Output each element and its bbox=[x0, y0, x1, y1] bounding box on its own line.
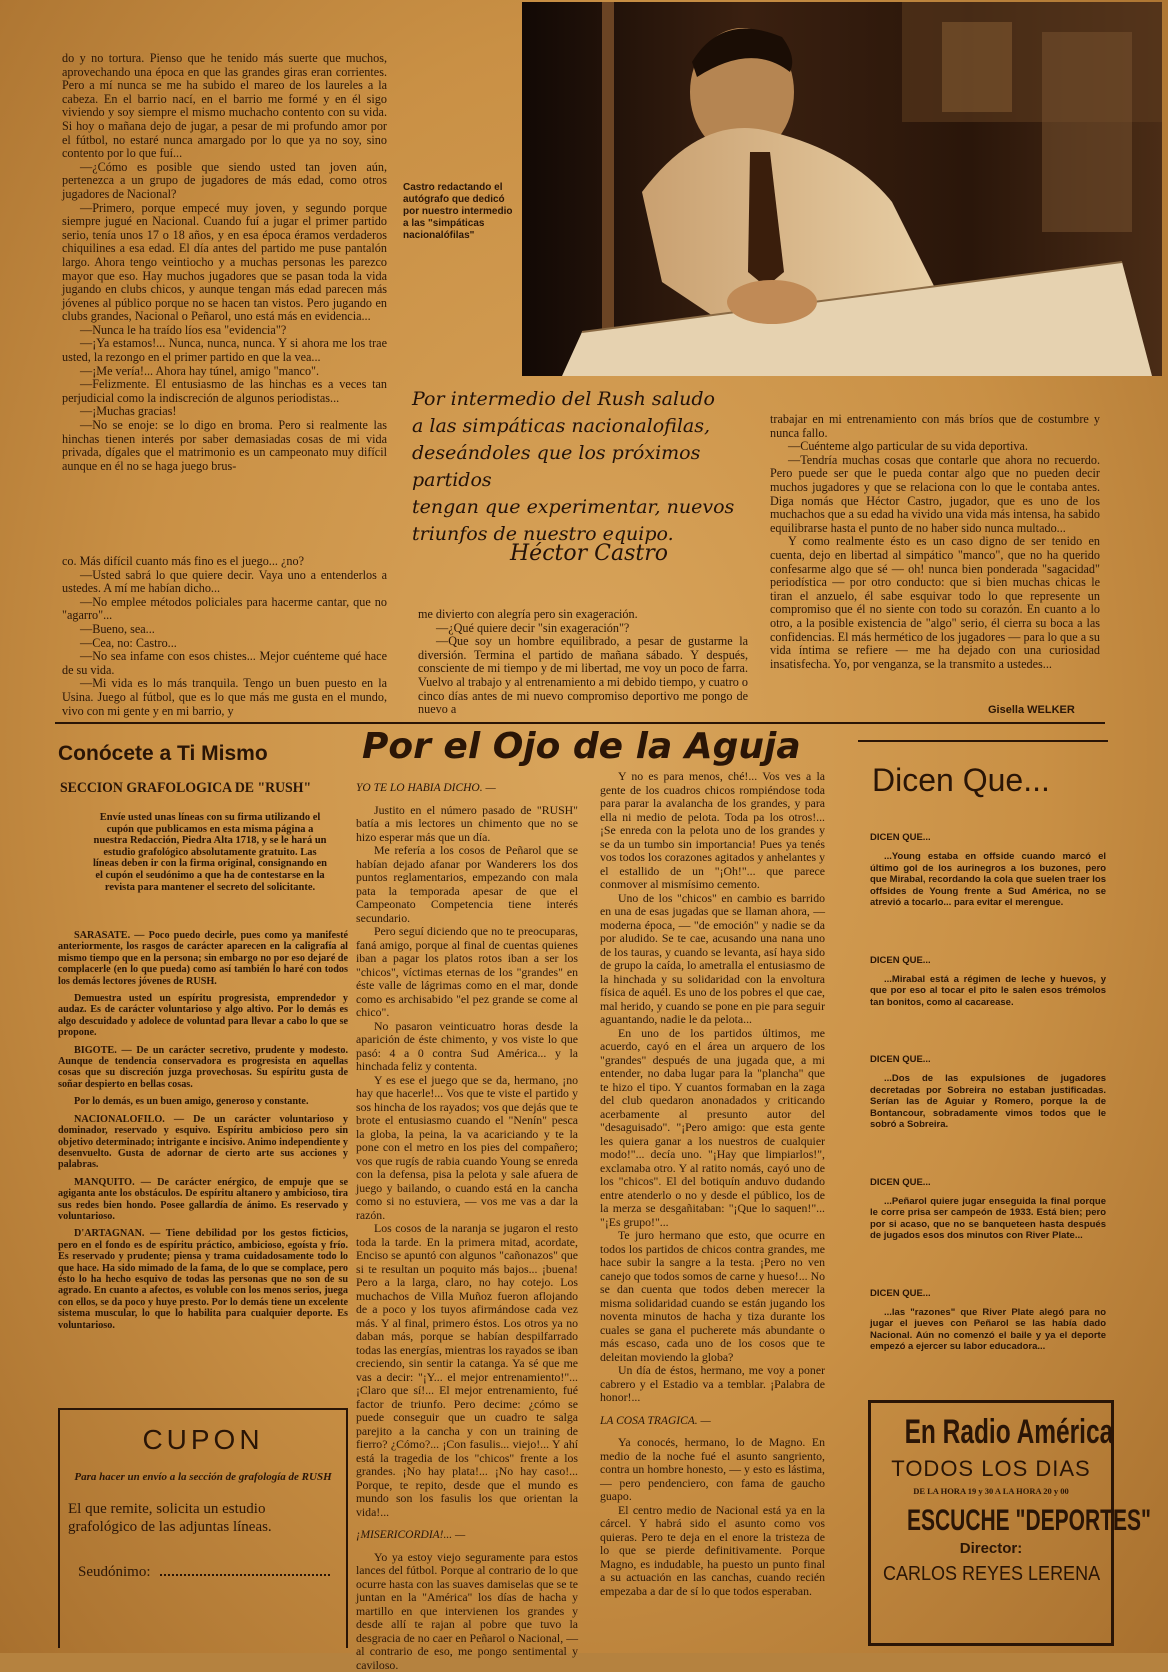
paragraph: —¡Ya estamos!... Nunca, nunca, nunca. Y si ahora me los trae usted, la rezongo en el primer partido en que la vea... bbox=[62, 337, 387, 364]
paragraph: —No se enoje: se lo digo en broma. Pero si realmente las hinchas tienen interés por saber demasiadas cosas de mi vida privada, dígales que el matrimonio es un campeonato muy difícil aunque en él no se haga juego brus- bbox=[62, 419, 387, 473]
paragraph: Te juro hermano que esto, que ocurre en todos los partidos de chicos contra grandes, me hace subir la sangre a la testa. ¡Pero no ven canejo que todos somos de carne y hueso!... No se dan cuenta que todos deben merecer la misma solidaridad cuando se están jugando los noventa minutos de hacha y tiza durante los cuales se gana el pucherete más abundante o más escaso, cada uno de los cosos que te deleitan moviendo la globa? bbox=[600, 1229, 825, 1364]
paragraph: —Cea, no: Castro... bbox=[62, 637, 387, 651]
paragraph: —Felizmente. El entusiasmo de las hinchas es a veces tan perjudicial como la indiscreción de algunos periodistas... bbox=[62, 378, 387, 405]
paragraph: El centro medio de Nacional está ya en la cárcel. Y habrá sido el asunto como vos quieras. Pero te deja en el enore la tristeza de lo que se pierde definitivamente. Porque Magno, es indudable, ha puesto un punto final a su actuación en las canchas, cuando recién empezaba a dar de sí lo que todos esperaban. bbox=[600, 1504, 825, 1599]
paragraph: —¡Me vería!... Ahora hay túnel, amigo "manco". bbox=[62, 365, 387, 379]
interview-column-left bbox=[62, 52, 387, 473]
photo-caption: Castro redactando el autógrafo que dedicó por nuestro intermedio a las "simpáticas nacionalófilas" bbox=[403, 182, 515, 242]
paragraph: —¿Qué quiere decir "sin exageración"? bbox=[418, 622, 748, 636]
grafologia-title: Conócete a Ti Mismo bbox=[58, 742, 268, 766]
paragraph: —¡Muchas gracias! bbox=[62, 405, 387, 419]
grafologia-entry: Demuestra usted un espíritu progresista, emprendedor y audaz. Es de carácter voluntarioso y algo altivo. Por lo demás es algo descuidado y adolece de voluntad para llevar a cabo lo que se propone. bbox=[58, 993, 348, 1039]
paragraph: —Primero, porque empecé muy joven, y segundo porque siempre jugué en Nacional. Cuando fuí a jugar el primer partido serio, tenía unos 17 o 18 años, y en esa época éramos verdaderos chiquilines a esa edad. El día antes del partido me puse pantalón largo. Ahora tengo veintiocho y a muchas personas les parezco mayor que eso. Hay muchos jugadores que se pasan toda la vida jugando en clubs chicos, y aunque tengan más edad parecen más jóvenes al público porque no se hacen tan vistos. Pero jugando en clubs grandes, Nacional o Peñarol, uno está más en evidencia... bbox=[62, 202, 387, 324]
aguja-column-2 bbox=[600, 770, 825, 1598]
paragraph: —Mi vida es lo más tranquila. Tengo un buen puesto en la Usina. Juego al fútbol, que es lo que más me gusta en el mundo, vivo con mi gente y en mi barrio, y bbox=[62, 677, 387, 718]
radio-ad-box bbox=[868, 1400, 1114, 1646]
radio-ad-line1: En Radio América bbox=[905, 1413, 1078, 1452]
paragraph: Los cosos de la naranja se jugaron el resto toda la tarde. En la primera mitad, acordate, Enciso se apuntó con algunos "cañonazos" que si te resultan un poquito más bajos... ¡buena! Pero a la larga, claro, no hay cotejo. Los muchachos de Villa Muñoz fueron aflojando de a poco y los tuyos afirmándose cada vez más. Y al final, primero éstos. Los otros ya no daban más, porque se habían despilfarrado todas las energías, mientras los rayados se iban creciendo, sin sentir la catanga. Ya sé que me vas a decir: "¡Y... el mejor entrenamiento!"... ¡Claro que sí!... El mejor entrenamiento, fué factor de triunfo. Pero decime: ¿cómo se puede conseguir que un cuadro te salga parejito a la cancha y con un training de fierro? ¿Cómo?... ¡Con fasulis... viejo!... Y ahí está la tragedia de los "chicos" frente a los grandes. ¡No hay plata!... ¡No hay caso!... Porque, te repito, desde que el mundo es mundo son los fasulis los que orientan la vida!... bbox=[356, 1222, 578, 1519]
aguja-title: Por el Ojo de la Aguja bbox=[362, 726, 801, 767]
grafologia-entry: SARASATE. — Poco puedo decirle, pues como ya manifesté anteriormente, los rasgos de carácter aparecen en la caligrafía al mismo tiempo que en la persona; sin embargo no por eso dejaré de complacerle (en lo que pueda) como así también lo haré con todos los demás lectores jóvenes de RUSH. bbox=[58, 930, 348, 987]
cupon-field-label: Seudónimo: bbox=[78, 1564, 151, 1580]
paragraph: Pero seguí diciendo que no te preocuparas, faná amigo, porque al final de cuentas quienes iban a pagar los platos rotos iban a ser los "chicos", víctimas eternas de los "grandes" en éste valle de lágrimas como en el mar, donde como es archisabido "el pez grande se come al chico". bbox=[356, 925, 578, 1020]
handwritten-dedication bbox=[412, 386, 752, 548]
grafologia-entries bbox=[58, 930, 348, 1337]
dicen-item-text: ...Peñarol quiere jugar enseguida la final porque le corre prisa ser campeón de 1933. Está bien; pero por si acaso, que no se banqueteen hasta después de jugados esos dos minutos con River Plate... bbox=[870, 1196, 1106, 1242]
dicen-item-label: DICEN QUE... bbox=[870, 1054, 1106, 1065]
paragraph: Y es ese el juego que se da, hermano, ¡no hay que hacerle!... Vos que te viste el partido y sos hincha de los rayados; vos que dejás que te brote el entusiasmo cuando el "Nenín" pesca la globa, la peina, la va acariciando y te la pone con el metro en los pies del compañero; vos que rugís de rabia cuando Young se enreda con la defensa, pisa la pelota y sale afuera de juego y bailando, o cuando está en la cancha como si no estuviera, — vos me vas a dar la razón. bbox=[356, 1074, 578, 1223]
interview-column-left-bottom bbox=[62, 555, 387, 718]
dicen-title: Dicen Que... bbox=[872, 762, 1050, 799]
paragraph: co. Más difícil cuanto más fino es el juego... ¿no? bbox=[62, 555, 387, 569]
dicen-item bbox=[870, 1054, 1106, 1131]
cupon-instruction: Para hacer un envío a la sección de grafología de RUSH bbox=[74, 1468, 332, 1486]
dicen-item-text: ...Dos de las expulsiones de jugadores decretadas por Sobreira no estaban justificadas. Serían las de Aguiar y Romero, porque la de Bontancour, sobradamente vimos todos que le sobró a Sobreira. bbox=[870, 1073, 1106, 1131]
horizontal-rule bbox=[55, 722, 1105, 724]
dicen-item bbox=[870, 955, 1106, 1009]
paragraph: —No emplee métodos policiales para hacerme cantar, que no "agarro"... bbox=[62, 596, 387, 623]
grafologia-entry: D'ARTAGNAN. — Tiene debilidad por los gestos ficticios, pero en el fondo es de espíritu práctico, ambicioso, egoísta y frío. Es reservado y prudente; piensa y trama cuidadosamente todo lo que hace. Ha sido mimado de la fama, de lo que se complace, pero ésto lo ha hecho esquivo de todas las personas que no son de su agrado. En cuanto a afectos, es voluble con los menos serios, juega con ellos, se da poco y huye presto. Por lo demás tiene un excelente sistema muscular, lo que lo habilita para cualquier deporte. Es voluntarioso. bbox=[58, 1228, 348, 1331]
paragraph: —No sea infame con esos chistes... Mejor cuénteme qué hace de su vida. bbox=[62, 650, 387, 677]
section-heading: LA COSA TRAGICA. — bbox=[600, 1415, 825, 1429]
dicen-item-label: DICEN QUE... bbox=[870, 1288, 1106, 1299]
dicen-item-text: ...Young estaba en offside cuando marcó el último gol de los aurinegros a los buzones, pero que Mirabal, recordando la cola que suelen traer los offsides de Young frente a Sud América, no se atrevió a tocarlo... para evitar el merengue. bbox=[870, 851, 1106, 909]
cupon-box bbox=[58, 1408, 348, 1648]
dicen-item-text: ...las "razones" que River Plate alegó para no jugar el jueves con Peñarol se las había dado Nacional. Aún no comenzó el baile y ya el deporte empezó a ejercer su labor educadora... bbox=[870, 1307, 1106, 1353]
radio-ad-line5: Director: bbox=[871, 1540, 1111, 1557]
grafologia-entry: NACIONALOFILO. — De un carácter voluntarioso y dominador, reservado y esquivo. Espíritu ambicioso pero sin objetivo determinado; intrigante e incisivo. Animo independiente y desenvuelto. Gusta de adornar de cierto arte sus acciones y palabras. bbox=[58, 1114, 348, 1171]
handwriting-line: triunfos de nuestro equipo. bbox=[412, 521, 752, 548]
paragraph: Ya conocés, hermano, lo de Magno. En medio de la noche fué el asunto sangriento, contra un hombre honesto, — y esto es lástima, — pero pendenciero, con fama de gaucho guapo. bbox=[600, 1436, 825, 1504]
seudonimo-input[interactable] bbox=[160, 1574, 330, 1576]
dicen-list bbox=[870, 832, 1106, 1399]
paragraph: Uno de los "chicos" en cambio es barrido en una de esas jugadas que se llaman ahora, — moderna época, — "de emoción" y nadie se da por aludido. Se te cae, acusando una nana uno de los tauras, y cuando se levanta, así haya sido de grupo la caída, lo ametralla el entusiasmo de la hinchada y su solidaridad con la envoltura física de aquél. Es uno de los pobres el que cae, mal herido, y cuando se pone en pie para seguir aguantando, nadie le da pelota... bbox=[600, 892, 825, 1027]
paragraph: En uno de los partidos últimos, me acuerdo, cayó en el área un arquero de los "grandes" después de una jugada que, a mi entender, no daba lugar para la "plancha" que te hizo el tipo. Y cuantos formaban en la zaga del club quedaron anonadados y criticando acerbamente al presunto autor del "desaguisado". "¡Pero amigo: que esta gente les quiera ganar a los nuestros de cualquier modo!"... decía uno. "¡Hay que limpiarlos!", exclamaba otro. Y al ratito nomás, cayó uno de los "chicos". El del botiquín anduvo dudando entre atenderlo o no y desde el público, los de la merza se desgañitaban: "¡Que lo saquen!"... "¡Es grupo!"... bbox=[600, 1027, 825, 1230]
paragraph: —Tendría muchas cosas que contarle que ahora no recuerdo. Pero puede ser que le pueda contar algo que no pueden decir muchos jugadores y que se relaciona con lo que le contaba antes. Diga nomás que Héctor Castro, jugador, que es uno de los muchachos que a su edad ha vivido una vida más intensa, ha sabido equilibrarse hasta el punto de no haber sido nunca multado... bbox=[770, 454, 1100, 536]
paragraph: Yo ya estoy viejo seguramente para estos lances del fútbol. Porque al contrario de lo que ocurre hasta con las suaves damiselas que se te juntan en la "América" los días de hacha y martillo en que intervienen los grandes y desde allí te rajan al pobre que tuvo la desgracia de no caer en Peñarol o Nacional, — al contrario de eso, me pongo sentimental y caviloso. bbox=[356, 1551, 578, 1672]
paragraph: Y no es para menos, ché!... Vos ves a la gente de los cuadros chicos rompiéndose toda para parar la avalancha de los grandes, y para ella ni medio de pelota. Toda pa los otros!... ¡Se enreda con la pelota uno de los grandes y se da un tumbo sin importancia! Pues ya tenés vos todos los corazones agitados y anhelantes y el estallido de un "¡Oh!"... que parece conmover al mismísimo cemento. bbox=[600, 770, 825, 892]
paragraph: Me refería a los cosos de Peñarol que se habían dejado afanar por Wanderers los dos puntos reglamentarios, empezando con mala pata la temporada apesar de que el Campeonato Competencia tiene interés secundario. bbox=[356, 844, 578, 925]
grafologia-entry: Por lo demás, es un buen amigo, generoso y constante. bbox=[58, 1096, 348, 1107]
cupon-title: CUPON bbox=[60, 1424, 346, 1456]
handwriting-line: deseándoles que los próximos partidos bbox=[412, 440, 752, 494]
grafologia-entry: MANQUITO. — De carácter enérgico, de empuje que se agiganta ante los obstáculos. De espíritu altanero y ambicioso, tira sus redes bien hondo. Posee gallardía de ánimo. Es reservado y voluntarioso. bbox=[58, 1177, 348, 1223]
grafologia-subtitle: SECCION GRAFOLOGICA DE "RUSH" bbox=[60, 780, 311, 797]
dicen-item-label: DICEN QUE... bbox=[870, 1177, 1106, 1188]
handwriting-line: Por intermedio del Rush saludo bbox=[412, 386, 752, 413]
grafologia-intro: Envíe usted unas líneas con su firma utilizando el cupón que publicamos en esta misma página a nuestra Redacción, Piedra Alta 1718, y se le hará un estudio grafológico absolutamente gratuito. Las líneas deben ir con la firma original, consignando en el cupón el seudónimo a que ha de contestarse en la revista para mantener el secreto del solicitante. bbox=[90, 812, 330, 893]
paragraph: do y no tortura. Pienso que he tenido más suerte que muchos, aprovechando una época en que las grandes giras eran corrientes. Pero a mí nunca se me ha subido el mareo de los laureles a la cabeza. En el barrio nací, en el barrio me formé y en él sigo viviendo y soy siempre el mismo muchacho contento con su vida. Si hoy o mañana dejo de jugar, a pesar de mi profundo amor por el fútbol, no estaré nunca amargado por lo que ya no soy, sino contento por lo que fuí... bbox=[62, 52, 387, 161]
paragraph: Justito en el número pasado de "RUSH" batía a mis lectores un chimento que no se hizo esperar más que un día. bbox=[356, 804, 578, 845]
paragraph: —Cuénteme algo particular de su vida deportiva. bbox=[770, 440, 1100, 454]
paragraph: —Que soy un hombre equilibrado, a pesar de gustarme la diversión. Termina el partido de mañana sábado. Y después, consciente de mi tiempo y de mi libertad, me voy un poco de farra. Vuelvo al trabajo y al entrenamiento a mi debido tiempo, y cuatro o cinco días antes de mi nuevo compromiso deportivo me pongo de nuevo a bbox=[418, 635, 748, 717]
dicen-item bbox=[870, 1177, 1106, 1242]
paragraph: Un día de éstos, hermano, me voy a poner cabrero y el Estadio va a temblar. ¡Palabra de honor!... bbox=[600, 1364, 825, 1405]
section-heading: ¡MISERICORDIA!... — bbox=[356, 1529, 578, 1543]
paragraph: —Bueno, sea... bbox=[62, 623, 387, 637]
article-byline: Gisella WELKER bbox=[988, 704, 1075, 716]
paragraph: trabajar en mi entrenamiento con más bríos que de costumbre y nunca fallo. bbox=[770, 413, 1100, 440]
radio-ad-line6: CARLOS REYES LERENA bbox=[883, 1563, 1099, 1586]
paragraph: me divierto con alegría pero sin exageración. bbox=[418, 608, 748, 622]
photo-castro-writing bbox=[522, 2, 1162, 376]
dicen-item bbox=[870, 1288, 1106, 1353]
paragraph: —Nunca le ha traído líos esa "evidencia"? bbox=[62, 324, 387, 338]
handwriting-line: tengan que experimentar, nuevos bbox=[412, 494, 752, 521]
grafologia-entry: BIGOTE. — De un carácter secretivo, prudente y modesto. Aunque de tendencia conservadora es progresista en aquellas cosas que su discreción juzga provechosas. Su espíritu gusta de soñar despierto en bellas cosas. bbox=[58, 1045, 348, 1091]
dicen-item-label: DICEN QUE... bbox=[870, 832, 1106, 843]
cupon-text: El que remite, solicita un estudio grafológico de las adjuntas líneas. bbox=[68, 1500, 338, 1536]
interview-column-middle bbox=[418, 608, 748, 717]
radio-ad-line2: TODOS LOS DIAS bbox=[871, 1456, 1111, 1482]
section-heading: YO TE LO HABIA DICHO. — bbox=[356, 782, 578, 796]
handwriting-line: a las simpáticas nacionalofilas, bbox=[412, 413, 752, 440]
paragraph: —Usted sabrá lo que quiere decir. Vaya uno a entenderlos a ustedes. A mí me habían dicho... bbox=[62, 569, 387, 596]
dicen-item-text: ...Mirabal está a régimen de leche y huevos, y que por eso al tocar el pito le salen esos trémolos tan bonitos, como al cacarease. bbox=[870, 974, 1106, 1009]
interview-column-right bbox=[770, 413, 1100, 671]
handwritten-signature: Héctor Castro bbox=[510, 540, 668, 567]
paragraph: Y como realmente ésto es un caso digno de ser tenido en cuenta, dejo en libertad al simpático "manco", que no ha querido confesarme algo que sé — oh! nunca bien ponderada "sagacidad" periodística — por otro conducto: que si bien muchas chicas le tiran el anzuelo, él sabe esquivar todo lo que represente un compromiso que él no siente con todo su corazón. En cuanto a lo otro, a la posible existencia de "algo" serio, él cierra su boca a las confidencias. El más hermético de los jugadores — para lo que a su vida íntima se refiere — me ha dejado con una curiosidad insatisfecha. Yo, por venganza, se la transmito a ustedes... bbox=[770, 535, 1100, 671]
radio-ad-line3: DE LA HORA 19 y 30 A LA HORA 20 y 00 bbox=[871, 1486, 1111, 1496]
aguja-column-1 bbox=[356, 772, 578, 1672]
dicen-item-label: DICEN QUE... bbox=[870, 955, 1106, 966]
radio-ad-line4: ESCUCHE "DEPORTES" bbox=[907, 1504, 1075, 1538]
cupon-field-row bbox=[78, 1564, 346, 1581]
dicen-item bbox=[870, 832, 1106, 909]
photo-image bbox=[522, 2, 1162, 376]
dicen-rule bbox=[858, 740, 1108, 742]
paragraph: —¿Cómo es posible que siendo usted tan joven aún, pertenezca a un grupo de jugadores de más edad, como otros jugadores de Nacional? bbox=[62, 161, 387, 202]
paragraph: No pasaron veinticuatro horas desde la aparición de éste chimento, y vos viste lo que pasó: 4 a 0 contra Sud América... y la hinchada feliz y contenta. bbox=[356, 1020, 578, 1074]
